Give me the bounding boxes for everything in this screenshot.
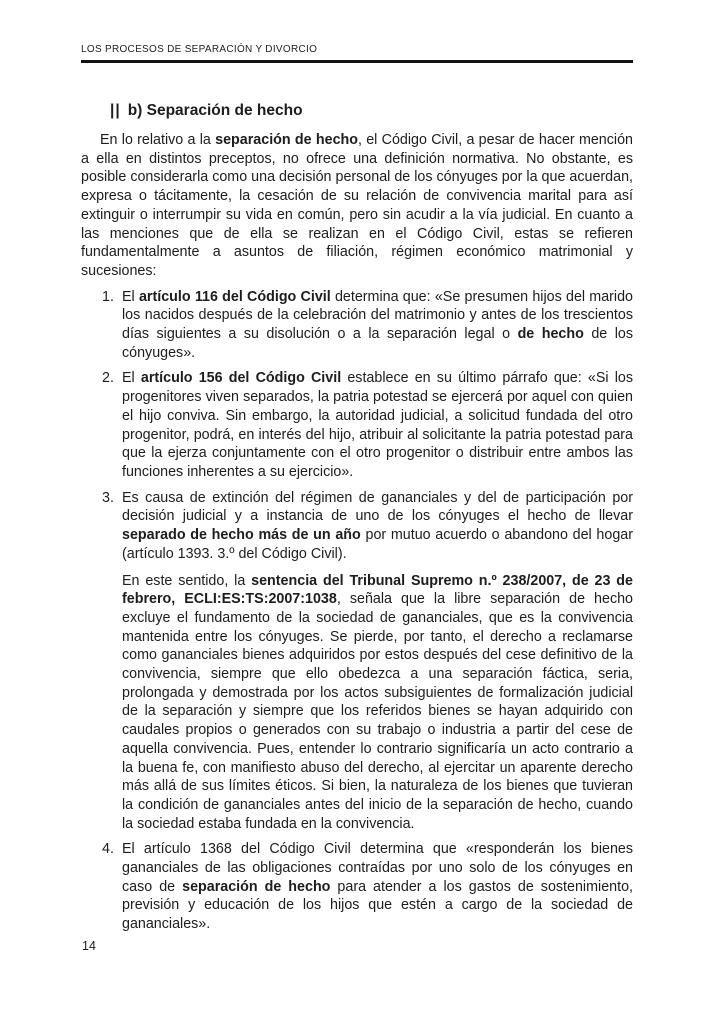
list-item-body (122, 369, 633, 481)
list-number: 2. (102, 370, 114, 387)
bold-text: separación de hecho (182, 878, 331, 895)
bold-text: sentencia del Tribunal Supremo n.º 238/2007, de 23 de febrero, ECLI:ES:TS:2007:1038 (122, 572, 633, 608)
running-header-title: LOS PROCESOS DE SEPARACIÓN Y DIVORCIO (81, 44, 318, 55)
list-paragraph (122, 489, 633, 564)
page-content (81, 102, 633, 934)
text: , señala que la libre separación de hecho excluye el fundamento de la sociedad de gananciales, que es la convivencia mantenida entre los cónyuges. Se pierde, por tanto, el derecho a reclamarse como gananciales bienes adquiridos por estos después del cese definitivo de la convivencia, siempre que ello obedezca a una separación fáctica, seria, prolongada y demostrada por los actos subsiguientes de formalización judicial de la separación y siempre que los referidos bienes se hayan adquirido con caudales propios o generados con su trabajo o industria a partir del cese de aquella convivencia. Pues, entender lo contrario significaría un acto contrario a la buena fe, con manifiesto abuso del derecho, al ejercitar un aparente derecho más allá de sus límites éticos. Si bien, la naturaleza de los bienes que tuvieran la condición de gananciales antes del inicio de la separación de hecho, cuando la sociedad estaba fundada en la convivencia. (122, 591, 634, 832)
list-item (81, 840, 633, 934)
list-item (81, 369, 633, 481)
text: por mutuo acuerdo o abandono del hogar (artículo 1393. 3.º del Código Civil). (122, 527, 633, 562)
heading-text: b) Separación de hecho (127, 102, 303, 119)
bold-text: de hecho (517, 326, 584, 343)
list-item (81, 288, 633, 363)
text: para atender a los gastos de sostenimiento, previsión y educación de los hijos que estén a cargo de la sociedad de gananciales». (122, 878, 633, 933)
text: El artículo 1368 del Código Civil determina que «responderán los bienes gananciales de las obligaciones contraídas por uno solo de los cónyuges en caso de (122, 841, 633, 895)
text: El (122, 288, 139, 305)
page-footer (82, 939, 96, 953)
running-header (81, 44, 633, 63)
text: El (122, 370, 141, 387)
list-paragraph (122, 840, 633, 934)
bold-text: separación de hecho (215, 132, 358, 149)
bold-text: separado de hecho más de un año (122, 527, 361, 544)
list-paragraph (122, 369, 633, 481)
list-item-body (122, 489, 633, 834)
numbered-list (81, 288, 633, 934)
list-number: 4. (102, 841, 114, 858)
list-paragraph (122, 572, 633, 834)
text: , el Código Civil, a pesar de hacer mención a ella en distintos preceptos, no ofrece una definición normativa. No obstante, es posible considerarla como una decisión personal de los cónyuges por la que acuerdan, expresa o tácitamente, la cesación de su relación de convivencia marital para así extinguir o interrumpir su vida en común, pero sin acudir a la vía judicial. En cuanto a las menciones que de ella se realizan en el Código Civil, estas se refieren fundamentalmente a asuntos de filiación, régimen económico matrimonial y sucesiones: (81, 132, 633, 279)
list-item-body (122, 840, 633, 934)
bold-text: artículo 116 del Código Civil (138, 288, 331, 305)
heading-marker: || (110, 102, 121, 119)
text: establece en su último párrafo que: «Si los progenitores viven separados, la patria potestad se ejercerá por aquel con quien el hijo conviva. Sin embargo, la autoridad judicial, a solicitud fundada del otro progenitor, podrá, en interés del hijo, atribuir al solicitante la patria potestad para que la ejerza conjuntamente con el otro progenitor o distribuir entre ambos las funciones inherentes a su ejercicio». (122, 370, 633, 480)
text: de los cónyuges». (122, 326, 634, 361)
section-heading (110, 102, 633, 119)
text: determina que: «Se presumen hijos del marido los nacidos después de la celebración del matrimonio y antes de los trescientos días siguientes a su disolución o a la separación legal o (122, 288, 634, 343)
list-item-body (122, 288, 633, 363)
list-number: 1. (102, 288, 114, 305)
page-number: 14 (82, 939, 96, 953)
list-number: 3. (102, 489, 114, 506)
text: En este sentido, la (122, 572, 252, 589)
text: Es causa de extinción del régimen de gananciales y del de participación por decisión judicial y a instancia de uno de los cónyuges el hecho de llevar (122, 489, 633, 525)
bold-text: artículo 156 del Código Civil (140, 370, 342, 387)
header-rule (81, 60, 633, 63)
intro-paragraph (81, 131, 633, 281)
list-paragraph (122, 288, 633, 363)
text: En lo relativo a la (100, 132, 216, 149)
list-item (81, 489, 633, 834)
